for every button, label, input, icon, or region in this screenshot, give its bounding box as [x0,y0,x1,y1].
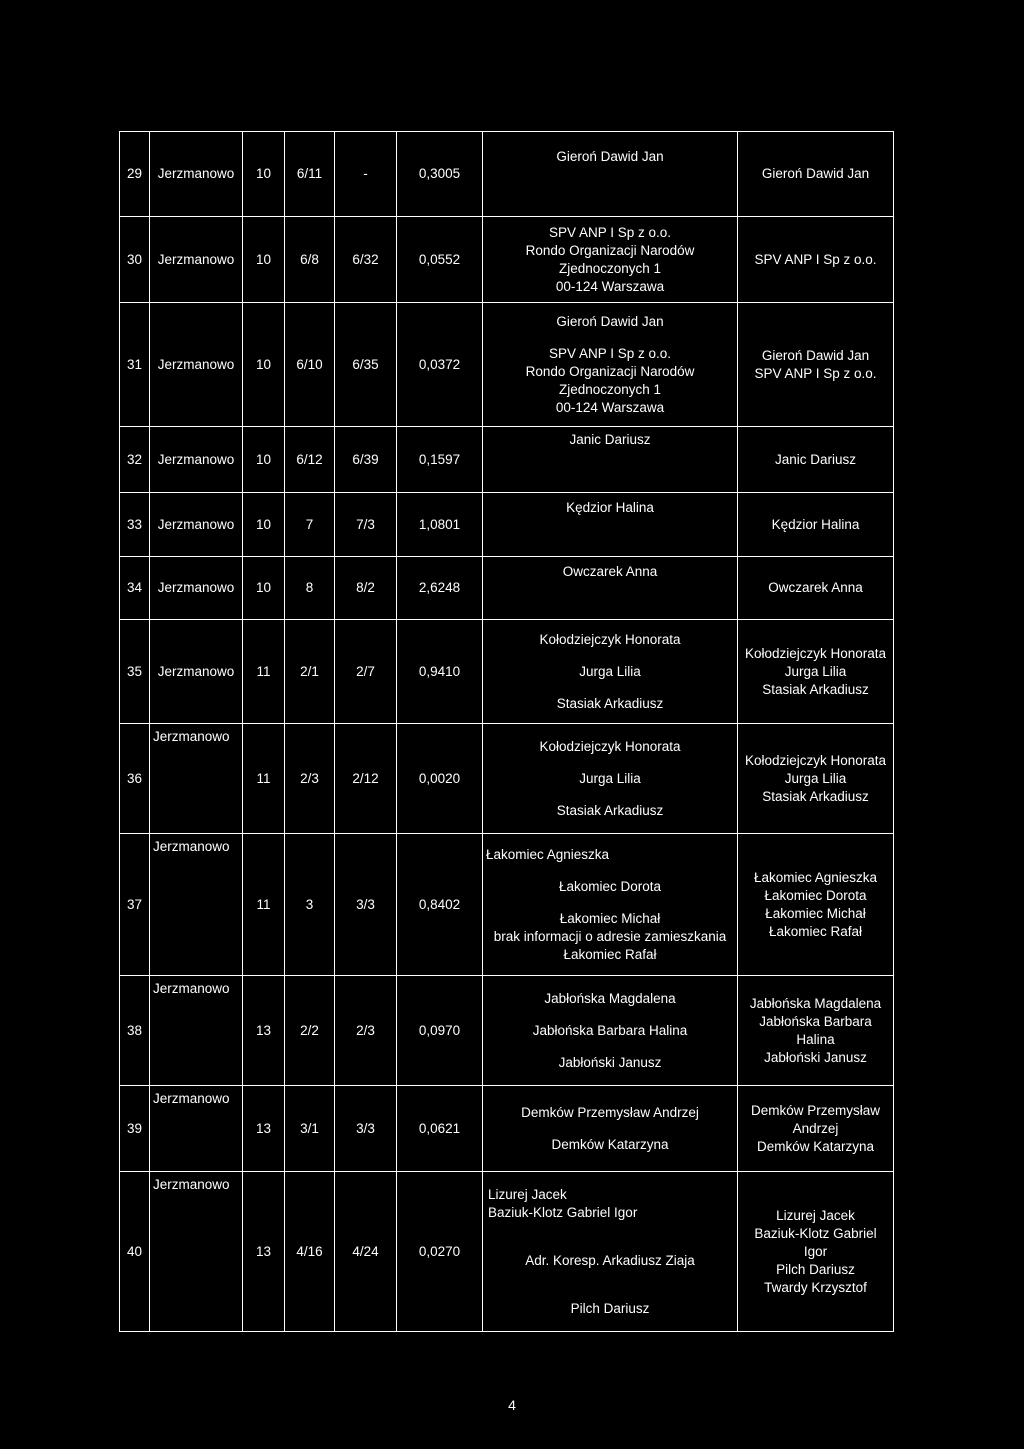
owner-name: Lizurej Jacek [488,1186,567,1202]
ledger-owner-name: Stasiak Arkadiusz [762,788,869,804]
table-row [120,132,894,217]
area-value: 0,1597 [397,427,483,493]
table-row [120,1172,894,1332]
area-value: 0,0020 [397,724,483,834]
sheet-number: 11 [243,834,285,976]
owners-cell [483,217,738,303]
spacer [486,1222,734,1252]
table-row [120,217,894,303]
parcel-number: 3 [285,834,335,976]
ledger-owner-name: Janic Dariusz [774,451,857,467]
precinct-name: Jerzmanowo [153,981,230,996]
parcel-number: 3/1 [285,1086,335,1172]
new-parcel-number: 6/35 [335,303,397,427]
ledger-owner-name: Łakomiec Dorota [764,887,867,903]
table-row [120,427,894,493]
precinct-cell [150,724,243,834]
owner-name: Jabłoński Janusz [558,1054,662,1070]
owners-cell [483,1172,738,1332]
row-number: 37 [120,834,150,976]
ledger-owner-name: Halina [796,1031,835,1047]
owner-name: Łakomiec Rafał [563,946,657,962]
page-number: 4 [508,1397,516,1413]
new-parcel-number: 6/39 [335,427,397,493]
spacer [486,896,734,910]
precinct-name: Jerzmanowo [150,620,243,724]
table-row [120,557,894,620]
owners-cell [483,557,738,620]
precinct-name: Jerzmanowo [150,557,243,620]
sheet-number: 11 [243,620,285,724]
precinct-cell [150,1172,243,1332]
spacer [486,1008,734,1022]
ledger-owner-name: Kołodziejczyk Honorata [744,752,887,768]
sheet-number: 10 [243,217,285,303]
new-parcel-number: 2/7 [335,620,397,724]
ledger-owners-cell [738,427,894,493]
owner-note: brak informacji o adresie zamieszkania [493,928,727,944]
table-row [120,1086,894,1172]
precinct-name: Jerzmanowo [153,1091,230,1106]
owner-name: Demków Katarzyna [551,1136,669,1152]
owner-name: Łakomiec Agnieszka [486,846,610,862]
owner-name: Jurga Lilia [579,663,641,679]
ledger-owner-name: Jabłoński Janusz [764,1049,867,1065]
ledger-owners-cell [738,1086,894,1172]
owners-cell [483,620,738,724]
ledger-owners-cell [738,724,894,834]
spacer [486,1122,734,1136]
owner-name: Demków Przemysław Andrzej [521,1104,699,1120]
owner-name: Stasiak Arkadiusz [556,695,664,711]
ledger-owner-name: Baziuk-Klotz Gabriel Igor [754,1225,877,1259]
owner-name: Kołodziejczyk Honorata [539,738,681,754]
parcel-number: 6/11 [285,132,335,217]
owner-company: SPV ANP I Sp z o.o. [548,224,672,240]
new-parcel-number: 3/3 [335,834,397,976]
owners-cell [483,132,738,217]
parcel-number: 6/8 [285,217,335,303]
new-parcel-number: 2/3 [335,976,397,1086]
area-value: 0,0552 [397,217,483,303]
area-value: 2,6248 [397,557,483,620]
new-parcel-number: 4/24 [335,1172,397,1332]
new-parcel-number: 8/2 [335,557,397,620]
ledger-owner-name: Twardy Krzysztof [764,1279,867,1295]
owners-cell [483,427,738,493]
spacer [486,1040,734,1054]
area-value: 0,0621 [397,1086,483,1172]
row-number: 30 [120,217,150,303]
sheet-number: 10 [243,303,285,427]
spacer [486,864,734,878]
owner-name: Kędzior Halina [566,500,654,515]
sheet-number: 13 [243,976,285,1086]
ledger-owners-cell [738,620,894,724]
owner-name: Gieroń Dawid Jan [556,313,664,329]
ledger-owners-cell [738,217,894,303]
ledger-owner-name: Andrzej [792,1120,839,1136]
precinct-name: Jerzmanowo [150,132,243,217]
ledger-owners-cell [738,303,894,427]
owner-name: Baziuk-Klotz Gabriel Igor [488,1204,638,1220]
new-parcel-number: - [335,132,397,217]
sheet-number: 10 [243,557,285,620]
table-row [120,834,894,976]
owner-name: Łakomiec Dorota [558,878,662,894]
parcel-number: 6/12 [285,427,335,493]
row-number: 31 [120,303,150,427]
precinct-name: Jerzmanowo [153,839,230,854]
new-parcel-number: 7/3 [335,493,397,557]
owners-cell [483,834,738,976]
precinct-cell [150,1086,243,1172]
owner-correspondence-address: Adr. Koresp. Arkadiusz Ziaja [525,1252,695,1268]
spacer [486,331,734,345]
owner-name: Kołodziejczyk Honorata [539,631,681,647]
table-row [120,620,894,724]
area-value: 0,9410 [397,620,483,724]
spacer [486,649,734,663]
parcel-number: 2/2 [285,976,335,1086]
owners-cell [483,976,738,1086]
ledger-owner-name: Jurga Lilia [784,663,847,679]
ledger-owner-name: Kołodziejczyk Honorata [744,645,887,661]
parcel-number: 8 [285,557,335,620]
owner-name: Stasiak Arkadiusz [556,802,664,818]
owner-name: Jabłońska Magdalena [544,990,676,1006]
ledger-owner-name: SPV ANP I Sp z o.o. [754,251,877,267]
owners-cell [483,1086,738,1172]
precinct-name: Jerzmanowo [153,1177,230,1192]
new-parcel-number: 3/3 [335,1086,397,1172]
table-row [120,724,894,834]
ledger-owner-name: SPV ANP I Sp z o.o. [754,365,877,381]
new-parcel-number: 2/12 [335,724,397,834]
new-parcel-number: 6/32 [335,217,397,303]
table-row [120,493,894,557]
row-number: 35 [120,620,150,724]
owner-address-line: 00-124 Warszawa [555,399,665,415]
sheet-number: 10 [243,493,285,557]
row-number: 33 [120,493,150,557]
ledger-owner-name: Owczarek Anna [768,580,863,595]
table-row [120,976,894,1086]
parcel-number: 2/3 [285,724,335,834]
precinct-name: Jerzmanowo [150,217,243,303]
owner-name: Jabłońska Barbara Halina [532,1022,688,1038]
precinct-name: Jerzmanowo [150,493,243,557]
row-number: 39 [120,1086,150,1172]
owner-name: Pilch Dariusz [570,1300,650,1316]
row-number: 32 [120,427,150,493]
sheet-number: 13 [243,1086,285,1172]
ledger-owner-name: Łakomiec Michał [765,905,866,921]
precinct-name: Jerzmanowo [150,303,243,427]
ledger-owner-name: Lizurej Jacek [776,1207,855,1223]
spacer [486,681,734,695]
owner-address-line: Zjednoczonych 1 [558,260,662,276]
ledger-owners-cell [738,834,894,976]
parcel-number: 2/1 [285,620,335,724]
table-row [120,303,894,427]
ledger-owner-name: Demków Przemysław [750,1102,881,1118]
spacer [486,1270,734,1300]
owner-address-line: Rondo Organizacji Narodów [525,242,695,258]
ledger-owner-name: Pilch Dariusz [776,1261,855,1277]
owners-cell [483,303,738,427]
owner-address-line: Rondo Organizacji Narodów [525,363,695,379]
owner-name: Gieroń Dawid Jan [556,149,664,164]
row-number: 29 [120,132,150,217]
ledger-owner-name: Jabłońska Magdalena [749,995,882,1011]
row-number: 38 [120,976,150,1086]
owner-name: Owczarek Anna [562,564,658,579]
sheet-number: 13 [243,1172,285,1332]
area-value: 0,0372 [397,303,483,427]
ledger-owner-name: Jabłońska Barbara [759,1013,872,1029]
spacer [486,788,734,802]
land-register-table [119,131,894,1332]
ledger-owner-name: Jurga Lilia [784,770,847,786]
owner-address-line: 00-124 Warszawa [555,278,665,294]
spacer [486,756,734,770]
ledger-owners-cell [738,132,894,217]
ledger-owner-name: Stasiak Arkadiusz [762,681,869,697]
ledger-owner-name: Demków Katarzyna [756,1138,875,1154]
row-number: 36 [120,724,150,834]
parcel-number: 7 [285,493,335,557]
area-value: 0,0270 [397,1172,483,1332]
ledger-owners-cell [738,493,894,557]
sheet-number: 10 [243,132,285,217]
ledger-owner-name: Gieroń Dawid Jan [761,347,870,363]
ledger-owner-name: Łakomiec Rafał [768,923,863,939]
owners-cell [483,493,738,557]
precinct-name: Jerzmanowo [153,729,230,744]
owners-cell [483,724,738,834]
area-value: 0,3005 [397,132,483,217]
ledger-owners-cell [738,557,894,620]
owner-name: Janic Dariusz [569,432,651,447]
row-number: 34 [120,557,150,620]
sheet-number: 11 [243,724,285,834]
owner-company: SPV ANP I Sp z o.o. [548,345,672,361]
owner-address-line: Zjednoczonych 1 [558,381,662,397]
row-number: 40 [120,1172,150,1332]
ledger-owners-cell [738,1172,894,1332]
precinct-cell [150,976,243,1086]
ledger-owner-name: Kędzior Halina [771,516,860,532]
parcel-number: 4/16 [285,1172,335,1332]
area-value: 1,0801 [397,493,483,557]
sheet-number: 10 [243,427,285,493]
area-value: 0,8402 [397,834,483,976]
ledger-owner-name: Gieroń Dawid Jan [761,166,870,181]
ledger-owner-name: Łakomiec Agnieszka [753,869,878,885]
parcel-number: 6/10 [285,303,335,427]
ledger-owners-cell [738,976,894,1086]
precinct-cell [150,834,243,976]
owner-name: Łakomiec Michał [559,910,661,926]
precinct-name: Jerzmanowo [150,427,243,493]
owner-name: Jurga Lilia [579,770,641,786]
area-value: 0,0970 [397,976,483,1086]
